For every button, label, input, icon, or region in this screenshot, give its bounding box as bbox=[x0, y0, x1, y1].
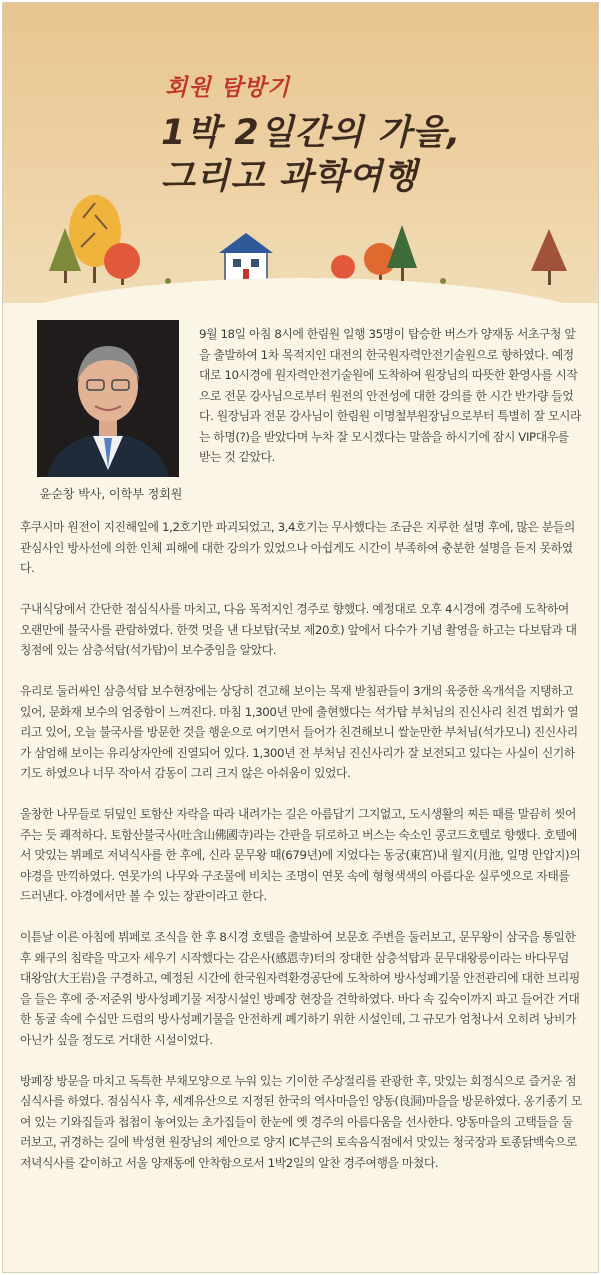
author-photo bbox=[37, 320, 179, 477]
body-paragraph: 후쿠시마 원전이 지진해일에 1,2호기만 파괴되었고, 3,4호기는 무사했다는 조금은 지루한 설명 후에, 많은 분들의 관심사인 방사선에 의한 인체 피해에 대한 강의가 있었으나 아쉽게도 시간이 부족하여 충분한 설명을 듣지 못하였다. bbox=[20, 520, 575, 575]
house-icon bbox=[219, 233, 273, 281]
header-banner bbox=[3, 3, 598, 303]
article-frame bbox=[2, 2, 599, 1273]
body-paragraph: 방폐장 방문을 마치고 독특한 부채모양으로 누워 있는 기이한 주상절리를 관광한 후, 맛있는 회정식으로 즐거운 점심식사를 하였다. 점심식사 후, 세계유산으로 지정된 한국의 역사마을인 양동(良洞)마을을 방문하였다. 옹기종기 모여 있는 기와집들과 첩첩이 놓여있는 초가집들이 한눈에 옛 경주의 아름다움을 선사한다. 양동마을의 고택들을 둘러보고, 귀경하는 길에 박성현 원장님의 제안으로 양지 IC부근의 토속음식점에서 맛있는 청국장과 토종닭백숙으로 저녁식사를 같이하고 서울 양재동에 안착함으로서 1박2일의 알찬 경주여행을 마쳤다. bbox=[20, 1073, 582, 1170]
intro-paragraph: 9월 18일 아침 8시에 한림원 일행 35명이 탑승한 버스가 양재동 서초구청 앞을 출발하여 1차 목적지인 대전의 한국원자력안전기술원으로 향하였다. 예정대로 10시경에 원자력안전기술원에 도착하여 원장님의 따뜻한 환영사를 시작으로 전문 강사님으로부터 원전의 안전성에 대한 강의를 한 시간 반가량 들었다. 원장님과 전문 강사님이 한림원 이명철부원장님으로부터 특별히 잘 모시라는 하명(?)을 받았다며 누차 잘 모시겠다는 말씀을 하시기에 잠시 VIP대우를 받는 것 같았다. bbox=[199, 327, 582, 464]
author-portrait-image bbox=[37, 320, 179, 477]
body-paragraph: 이튿날 이른 아침에 뷔페로 조식을 한 후 8시경 호텔을 출발하여 보문호 주변을 둘러보고, 문무왕이 삼국을 통일한 후 왜구의 침략을 막고자 세우기 시작했다는 감은사(感恩寺)터의 장대한 삼층석탑과 문무대왕릉이라는 바다무덤 대왕암(大王岩)을 구경하고, 예정된 시간에 한국원자력환경공단에 도착하여 방사성폐기물 안전관리에 대한 브리핑을 들은 후에 중·저준위 방사성폐기물 저장시설인 방폐장 현장을 견학하였다. 바다 속 깊숙이까지 파고 들어간 거대한 동굴 속에 수십만 드럼의 방사성폐기물을 안전하게 폐기하기 위한 시설인데, 그 규모가 엄청나서 오히려 낭비가 아닌가 싶을 정도로 거대한 시설이었다. bbox=[20, 930, 580, 1047]
column-kicker: 회원 탐방기 bbox=[165, 75, 291, 101]
page-title-line2: 그리고 과학여행 bbox=[161, 157, 418, 197]
body-paragraph: 울창한 나무들로 뒤덮인 토함산 자락을 따라 내려가는 길은 아름답기 그지없고, 도시생활의 찌든 때를 말끔히 씻어주는 듯 쾌적하다. 토함산불국사(吐含山佛國寺)라는 간판을 뒤로하고 버스는 숙소인 콩코드호텔로 향했다. 호텔에서 맛있는 뷔페로 저녁식사를 한 후에, 신라 문무왕 때(679년)에 지었다는 동궁(東宮)내 월지(月池, 일명 안압지)의 야경을 만끽하였다. 연못가의 나무와 구조물에 비치는 조명이 연못 속에 형형색색의 아름다운 실루엣으로 자태를 드러낸다. 야경에서만 볼 수 있는 장관이라고 한다. bbox=[20, 807, 581, 903]
body-paragraph: 유리로 둘러싸인 삼층석탑 보수현장에는 상당히 견고해 보이는 목재 받침판들이 3개의 육중한 옥개석을 지탱하고 있어, 문화재 보수의 엄중함이 느껴진다. 마침 1,300년 만에 출현했다는 석가탑 부처님의 진신사리 친견 법회가 열리고 있어, 오늘 불국사를 방문한 것을 행운으로 여기면서 들어가 친견해보니 쌀눈만한 부처님(석가모니) 진신사리가 삼엄해 보이는 유리상자안에 진열되어 있다. 1,300년 전 부처님 진신사리가 잘 보전되고 있다는 사실이 신기하기도 하였으나 너무 작아서 감동이 그리 크지 않은 아쉬움이 있었다. bbox=[20, 684, 579, 780]
author-caption: 윤순창 박사, 이학부 정회원 bbox=[39, 487, 183, 501]
bare-tree-icon bbox=[531, 229, 567, 285]
body-paragraph: 구내식당에서 간단한 점심식사를 마치고, 다음 목적지인 경주로 향했다. 예정대로 오후 4시경에 경주에 도착하여 오랜만에 불국사를 관람하였다. 한껏 멋을 낸 다보탑(국보 제20호) 앞에서 다수가 기념 촬영을 하고는 다보탑과 대칭점에 있는 삼층석탑(석가탑)이 보수중임을 알았다. bbox=[20, 602, 577, 657]
article-body bbox=[20, 517, 582, 1194]
page-title-line1: 1박 2일간의 가을, bbox=[161, 113, 462, 153]
autumn-tree-icon bbox=[104, 243, 140, 285]
